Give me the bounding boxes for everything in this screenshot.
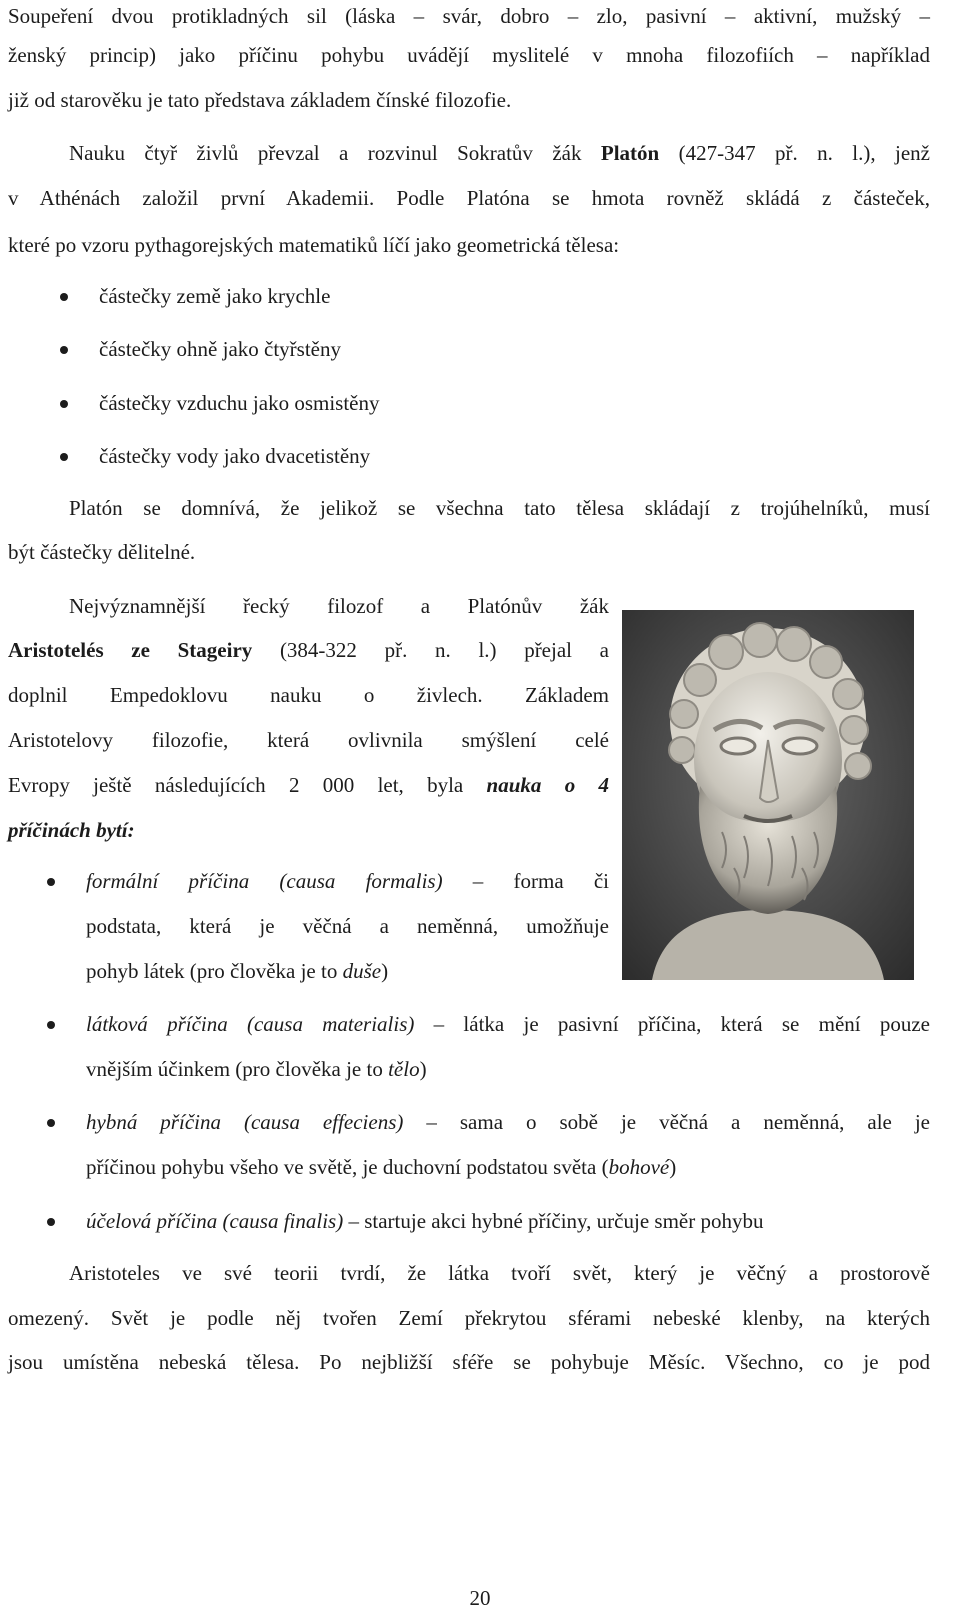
list-item: částečky vzduchu jako osmistěny (99, 391, 380, 415)
list-item: částečky ohně jako čtyřstěny (99, 337, 341, 361)
paragraph-line: Evropy ještě následujících 2 000 let, byla nauka o 4 (8, 773, 609, 797)
paragraph-line: Nejvýznamnější řecký filozof a Platónův žák (69, 594, 609, 618)
bullet-icon (60, 346, 68, 354)
list-item: částečky vody jako dvacetistěny (99, 444, 371, 468)
name-aristoteles: Aristotelés ze Stageiry (8, 638, 253, 662)
bullet-icon (60, 293, 68, 301)
emphasis-nauka: nauka o 4 (486, 773, 609, 797)
list-item: látková příčina (causa materialis) – látka je pasivní příčina, která se mění pouze (86, 1012, 931, 1036)
page-number: 20 (469, 1586, 491, 1610)
paragraph-line: být částečky dělitelné. (8, 540, 196, 564)
paragraph-line: Nauku čtyř živlů převzal a rozvinul Sokratův žák Platón (427-347 př. n. l.), jenž (69, 141, 930, 165)
paragraph-line: již od starověku je tato představa základem čínské filozofie. (8, 88, 512, 112)
cause-term: hybná příčina (causa effeciens) (86, 1110, 404, 1134)
cause-term: látková příčina (causa materialis) (86, 1012, 415, 1036)
list-item: částečky země jako krychle (99, 284, 331, 308)
paragraph-line: omezený. Svět je podle něj tvořen Zemí překrytou sférami nebeské klenby, na kterých (8, 1306, 930, 1330)
paragraph-line: Soupeření dvou protikladných sil (láska – svár, dobro – zlo, pasivní – aktivní, mužský – (8, 4, 930, 28)
name-platon: Platón (600, 141, 660, 165)
list-item: formální příčina (causa formalis) – forma či (86, 869, 610, 893)
bullet-icon (47, 1021, 55, 1029)
emphasis-priciny: příčinách bytí: (8, 818, 135, 842)
list-item-line: podstata, která je věčná a neměnná, umožňuje (86, 914, 609, 938)
cause-term: účelová příčina (causa finalis) (86, 1209, 344, 1233)
list-item-line: pohyb látek (pro člověka je to duše) (86, 959, 389, 983)
bullet-icon (47, 1119, 55, 1127)
paragraph-line: jsou umístěna nebeská tělesa. Po nejbližší sféře se pohybuje Měsíc. Všechno, co je pod (8, 1350, 930, 1374)
bullet-icon (60, 400, 68, 408)
paragraph-line (8, 820, 135, 841)
bullet-icon (47, 1218, 55, 1226)
paragraph-line: Aristotelovy filozofie, která ovlivnila smýšlení celé (8, 728, 609, 752)
paragraph-line: v Athénách založil první Akademii. Podle Platóna se hmota rovněž skládá z částeček, (8, 186, 930, 210)
aristotle-bust-image (622, 610, 914, 980)
paragraph-line: Platón se domnívá, že jelikož se všechna tato tělesa skládají z trojúhelníků, musí (69, 496, 930, 520)
paragraph-line: Aristoteles ve své teorii tvrdí, že látka tvoří svět, který je věčný a prostorově (69, 1261, 930, 1285)
paragraph-line: ženský princip) jako příčinu pohybu uvádějí myslitelé v mnoha filozofiích – například (8, 43, 930, 67)
list-item-line: vnějším účinkem (pro člověka je to tělo) (86, 1057, 427, 1081)
list-item-line: příčinou pohybu všeho ve světě, je duchovní podstatou světa (bohové) (86, 1155, 677, 1179)
paragraph-line: Aristotelés ze Stageiry (384-322 př. n. l.) přejal a (8, 638, 609, 662)
list-item: účelová příčina (causa finalis) – startuje akci hybné příčiny, určuje směr pohybu (86, 1209, 764, 1233)
paragraph-line: které po vzoru pythagorejských matematiků líčí jako geometrická tělesa: (8, 233, 620, 257)
bullet-icon (60, 453, 68, 461)
cause-term: formální příčina (causa formalis) (86, 869, 443, 893)
paragraph-line: doplnil Empedoklovu nauku o živlech. Základem (8, 683, 609, 707)
list-item: hybná příčina (causa effeciens) – sama o sobě je věčná a neměnná, ale je (86, 1110, 931, 1134)
bullet-icon (47, 878, 55, 886)
